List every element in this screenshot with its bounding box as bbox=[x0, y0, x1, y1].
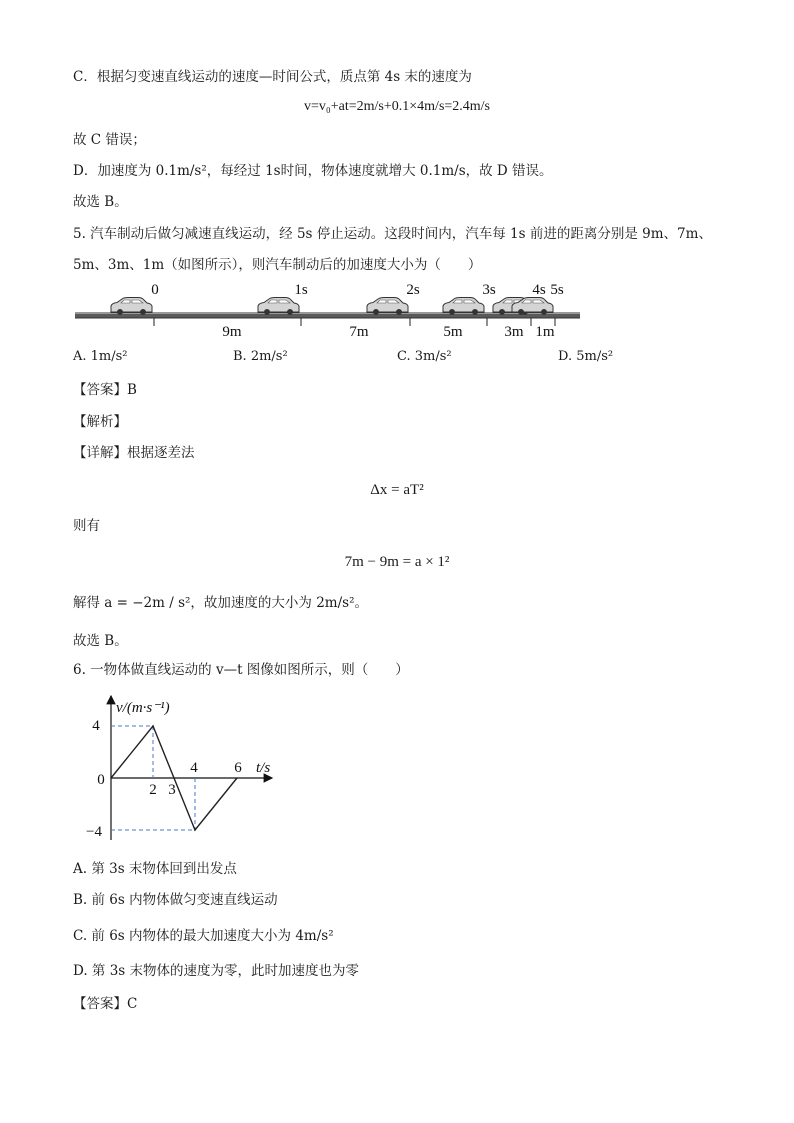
y-tick-label: −4 bbox=[86, 824, 102, 840]
car-icon bbox=[443, 298, 484, 316]
series-point bbox=[110, 777, 112, 779]
q5-choice: 故选 B。 bbox=[73, 633, 128, 649]
q6-answer: 【答案】C bbox=[73, 996, 138, 1012]
q5-then: 则有 bbox=[73, 518, 100, 534]
series-point bbox=[194, 829, 196, 831]
time-label: 4s bbox=[532, 282, 546, 298]
series-point bbox=[152, 725, 154, 727]
q5-option-c: C. 3m/s² bbox=[397, 349, 452, 364]
x-tick-label: 4 bbox=[190, 760, 198, 776]
distance-label: 3m bbox=[504, 324, 524, 340]
road-figure bbox=[0, 270, 794, 350]
distance-label: 5m bbox=[443, 324, 463, 340]
q5-option-d: D. 5m/s² bbox=[558, 349, 614, 364]
substitution-formula: 7m − 9m = a × 1² bbox=[344, 554, 450, 570]
time-label: 3s bbox=[482, 282, 496, 298]
q6-option-b: B. 前 6s 内物体做匀变速直线运动 bbox=[73, 892, 278, 908]
car-icon bbox=[367, 298, 408, 316]
time-label: 1s bbox=[294, 282, 308, 298]
time-label: 0 bbox=[151, 282, 159, 298]
x-tick-label: 6 bbox=[234, 760, 242, 776]
q6-stem: 6. 一物体做直线运动的 v—t 图像如图所示，则（ ） bbox=[73, 662, 409, 678]
y-tick-label: 0 bbox=[97, 772, 105, 788]
q4-choice: 故选 B。 bbox=[73, 194, 128, 210]
time-label: 5s bbox=[550, 282, 564, 298]
distance-label: 7m bbox=[349, 324, 369, 340]
q5-detail: 【详解】根据逐差法 bbox=[73, 445, 195, 461]
q5-result: 解得 a = −2m / s²，故加速度的大小为 2m/s²。 bbox=[73, 595, 368, 611]
x-axis-label: t/s bbox=[256, 760, 271, 776]
q6-option-d: D. 第 3s 末物体的速度为零，此时加速度也为零 bbox=[73, 963, 360, 979]
time-label: 2s bbox=[406, 282, 420, 298]
x-tick-label: 2 bbox=[149, 782, 157, 798]
option-d-explanation: D．加速度为 0.1m/s²，每经过 1s时间，物体速度就增大 0.1m/s，故 D 错误。 bbox=[73, 163, 553, 179]
q5-answer: 【答案】B bbox=[73, 382, 137, 398]
velocity-time-chart bbox=[80, 690, 290, 850]
option-c-explanation: C．根据匀变速直线运动的速度—时间公式，质点第 4s 末的速度为 bbox=[73, 69, 472, 85]
successive-difference-formula: Δx = aT² bbox=[370, 482, 424, 498]
q5-options bbox=[73, 349, 693, 369]
q5-option-a: A. 1m/s² bbox=[73, 349, 128, 364]
distance-label: 1m bbox=[535, 324, 555, 340]
y-tick-label: 4 bbox=[92, 718, 100, 734]
option-c-conclusion: 故 C 错误； bbox=[73, 132, 146, 148]
q5-analysis: 【解析】 bbox=[73, 414, 127, 430]
q6-option-a: A. 第 3s 末物体回到出发点 bbox=[73, 861, 237, 877]
q5-stem-line2: 5m、3m、1m（如图所示），则汽车制动后的加速度大小为（ ） bbox=[73, 257, 482, 273]
car-icon bbox=[111, 298, 152, 316]
series-point bbox=[236, 777, 238, 779]
y-axis-label: v/(m·s⁻¹) bbox=[116, 700, 170, 716]
x-tick-label: 3 bbox=[168, 782, 176, 798]
q5-option-b: B. 2m/s² bbox=[233, 349, 288, 364]
car-icon bbox=[258, 298, 299, 316]
q5-stem-line1: 5. 汽车制动后做匀减速直线运动，经 5s 停止运动。这段时间内，汽车每 1s 前进的距离分别是 9m、7m、 bbox=[73, 226, 712, 242]
velocity-formula: v=v₀+at=2m/s+0.1×4m/s=2.4m/s bbox=[303, 99, 491, 114]
distance-label: 9m bbox=[222, 324, 242, 340]
q6-option-c: C. 前 6s 内物体的最大加速度大小为 4m/s² bbox=[73, 928, 334, 944]
